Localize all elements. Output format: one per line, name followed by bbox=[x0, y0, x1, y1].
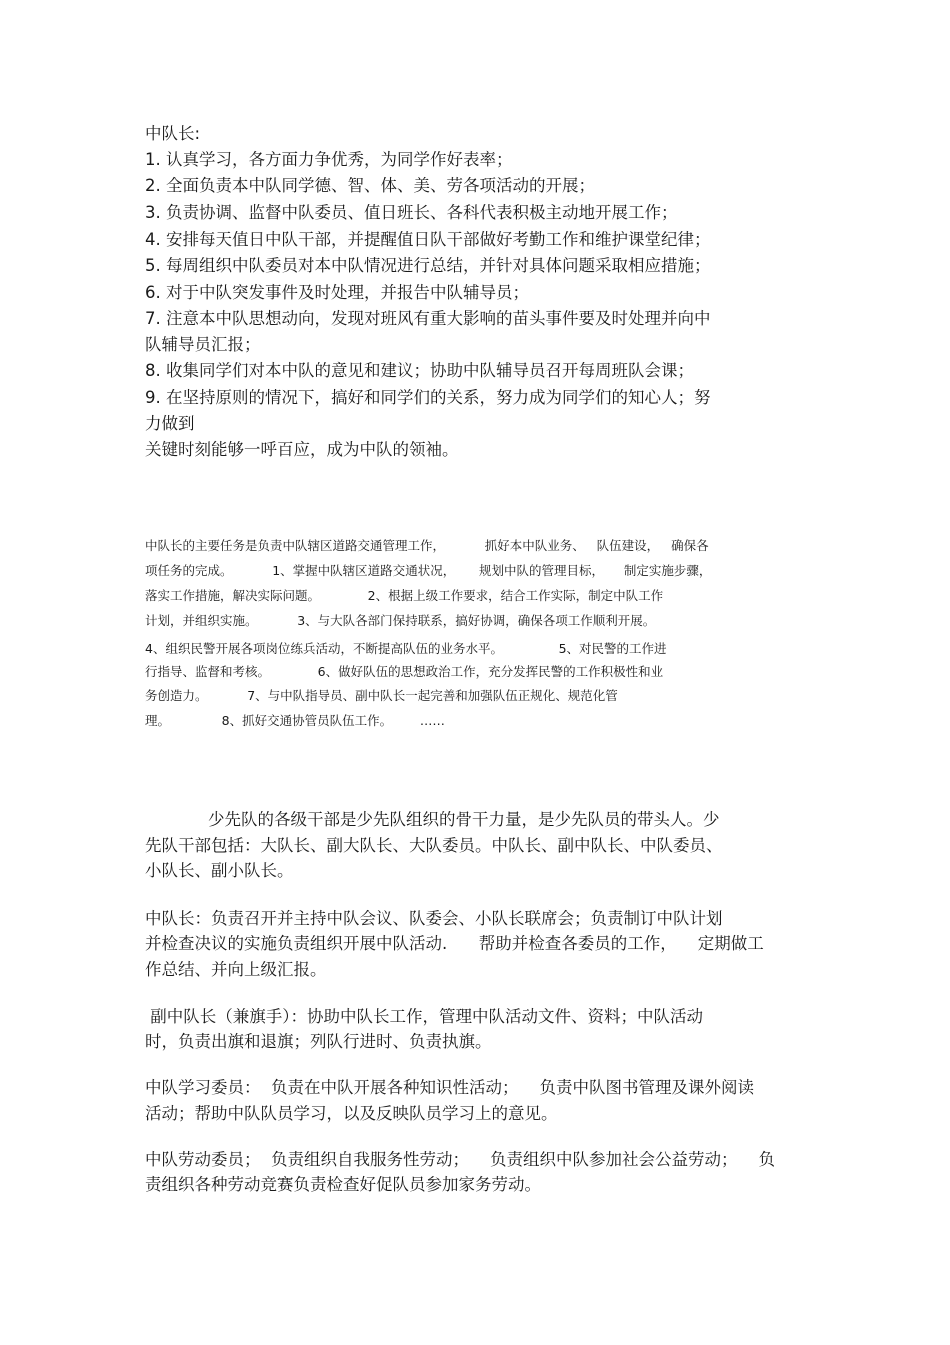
paragraph-line: 时，负责出旗和退旗；列队行进时、负责执旗。 bbox=[145, 1032, 492, 1051]
paragraph-line: 项任务的完成。 1、掌握中队辖区道路交通状况， 规划中队的管理目标， 制定实施步骤， bbox=[145, 563, 712, 578]
list-item: 5. 每周组织中队委员对本中队情况进行总结，并针对具体问题采取相应措施； bbox=[145, 256, 711, 275]
list-item-continuation: 力做到 bbox=[145, 414, 195, 433]
list-item: 4. 安排每天值日中队干部，并提醒值日队干部做好考勤工作和维护课堂纪律； bbox=[145, 230, 711, 249]
section-heading: 中队长: bbox=[145, 124, 201, 143]
list-item-continuation: 队辅导员汇报； bbox=[145, 335, 261, 354]
list-item-continuation: 关键时刻能够一呼百应，成为中队的领袖。 bbox=[145, 440, 459, 459]
paragraph-line: 活动；帮助中队队员学习，以及反映队员学习上的意见。 bbox=[145, 1104, 558, 1123]
list-item: 7. 注意本中队思想动向，发现对班风有重大影响的苗头事件要及时处理并向中 bbox=[145, 309, 711, 328]
list-item: 9. 在坚持原则的情况下，搞好和同学们的关系，努力成为同学们的知心人；努 bbox=[145, 388, 711, 407]
list-item: 8. 收集同学们对本中队的意见和建议；协助中队辅导员召开每周班队会课； bbox=[145, 361, 694, 380]
paragraph-line: 4、组织民警开展各项岗位练兵活动，不断提高队伍的业务水平。 5、对民警的工作进 bbox=[145, 641, 667, 656]
paragraph-line: 并检查决议的实施负责组织开展中队活动. 帮助并检查各委员的工作， 定期做工 bbox=[145, 934, 764, 953]
list-item: 6. 对于中队突发事件及时处理，并报告中队辅导员； bbox=[145, 283, 529, 302]
list-item: 1. 认真学习，各方面力争优秀，为同学作好表率； bbox=[145, 150, 513, 169]
paragraph-line: 落实工作措施，解决实际问题。 2、根据上级工作要求，结合工作实际，制定中队工作 bbox=[145, 588, 664, 603]
paragraph-line: 理。 8、抓好交通协管员队伍工作。 …… bbox=[145, 713, 445, 728]
paragraph-line: 小队长、副小队长。 bbox=[145, 861, 294, 880]
paragraph-line: 务创造力。 7、与中队指导员、副中队长一起完善和加强队伍正规化、规范化管 bbox=[145, 688, 618, 703]
paragraph-line: 少先队的各级干部是少先队组织的骨干力量，是少先队员的带头人。少 bbox=[145, 810, 720, 829]
paragraph-line: 责组织各种劳动竞赛负责检查好促队员参加家务劳动。 bbox=[145, 1175, 541, 1194]
paragraph-line: 中队学习委员： 负责在中队开展各种知识性活动； 负责中队图书管理及课外阅读 bbox=[145, 1078, 754, 1097]
paragraph-line: 副中队长（兼旗手）：协助中队长工作，管理中队活动文件、资料；中队活动 bbox=[145, 1007, 703, 1026]
list-item: 2. 全面负责本中队同学德、智、体、美、劳各项活动的开展； bbox=[145, 176, 595, 195]
paragraph-line: 中队长的主要任务是负责中队辖区道路交通管理工作， 抓好本中队业务、 队伍建设， 确保各 bbox=[145, 538, 709, 553]
paragraph-line: 先队干部包括：大队长、副大队长、大队委员。中队长、副中队长、中队委员、 bbox=[145, 836, 723, 855]
paragraph-line: 作总结、并向上级汇报。 bbox=[145, 960, 327, 979]
paragraph-line: 中队劳动委员； 负责组织自我服务性劳动； 负责组织中队参加社会公益劳动； 负 bbox=[145, 1150, 775, 1169]
paragraph-line: 行指导、监督和考核。 6、做好队伍的思想政治工作，充分发挥民警的工作积极性和业 bbox=[145, 664, 664, 679]
list-item: 3. 负责协调、监督中队委员、值日班长、各科代表积极主动地开展工作； bbox=[145, 203, 678, 222]
paragraph-line: 中队长：负责召开并主持中队会议、队委会、小队长联席会；负责制订中队计划 bbox=[145, 909, 723, 928]
paragraph-line: 计划，并组织实施。 3、与大队各部门保持联系，搞好协调，确保各项工作顺利开展。 bbox=[145, 613, 656, 628]
